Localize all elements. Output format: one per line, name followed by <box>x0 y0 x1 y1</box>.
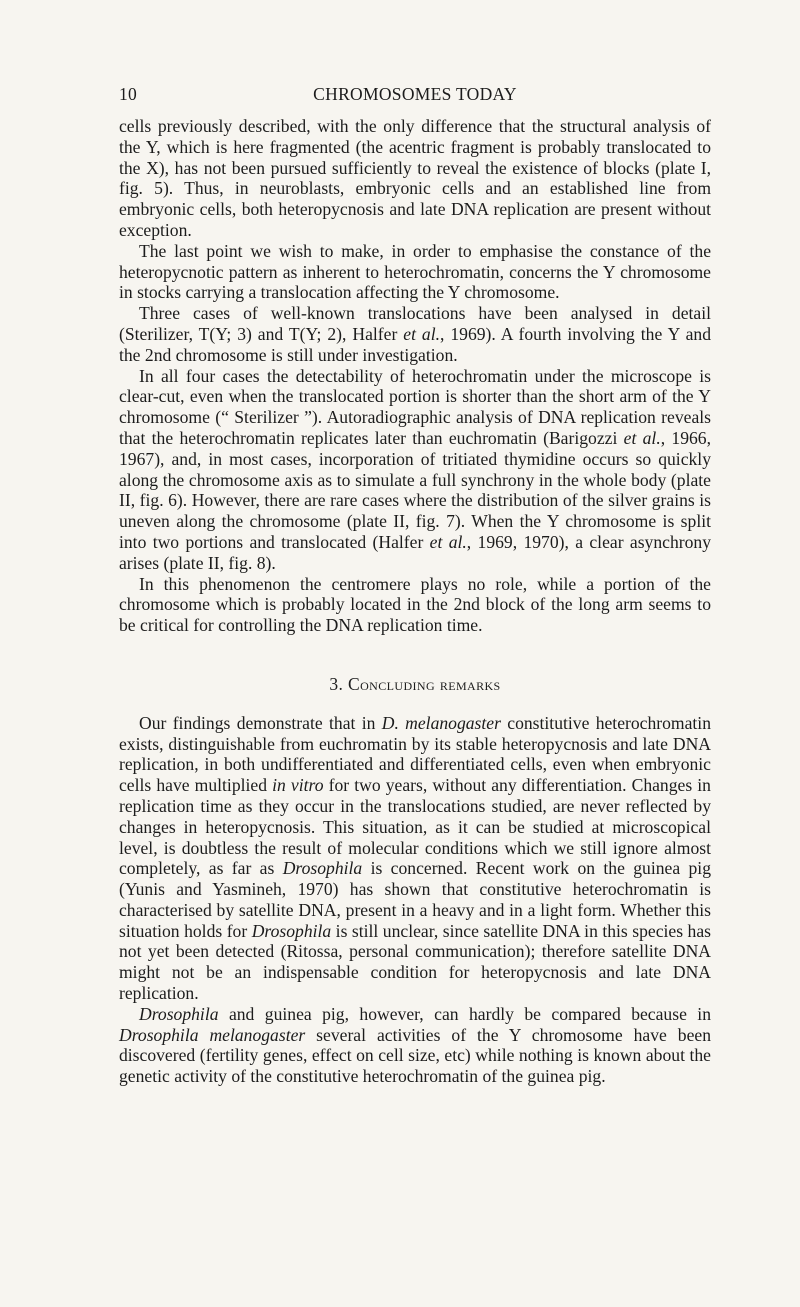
paragraph: The last point we wish to make, in order to emphasise the constance of the heteropycnotic pattern as inherent to heterochromatin, concerns the Y chromosome in stocks carrying a translocation affecting the Y chromosome. <box>119 240 711 303</box>
running-head <box>119 84 711 108</box>
paragraph: cells previously described, with the only difference that the structural analysis of the Y, which is here fragmented (the acentric fragment is probably translocated to the X), has not been pursued sufficiently to reveal the existence of blocks (plate I, fig. 5). Thus, in neuroblasts, embryonic cells and an established line from embryonic cells, both heteropycnosis and late DNA replication are present without exception. <box>119 116 711 240</box>
body-text <box>119 116 711 1087</box>
paragraph: Our findings demonstrate that in D. melanogaster constitutive heterochromatin exists, distinguishable from euchromatin by its stable heteropycnosis and late DNA replication, in both undifferentiated and differentiated cells, even when embryonic cells have multiplied in vitro for two years, without any differentiation. Changes in replication time as they occur in the translocations studied, are never reflected by changes in heteropycnosis. This situation, as it can be studied at microscopical level, is doubtless the result of molecular conditions which we still ignore almost completely, as far as Drosophila is concerned. Recent work on the guinea pig (Yunis and Yasmineh, 1970) has shown that constitutive heterochromatin is characterised by satellite DNA, present in a heavy and in a light form. Whether this situation holds for Drosophila is still unclear, since satellite DNA in this species has not yet been detected (Ritossa, personal communication); therefore satellite DNA might not be an indispensable condition for heteropycnosis and late DNA replication. <box>119 712 711 1004</box>
paragraph: In all four cases the detectability of heterochromatin under the microscope is clear-cut, even when the translocated portion is shorter than the short arm of the Y chromosome (“ Sterilizer ”). Autoradiographic analysis of DNA replication reveals that the heterochromatin replicates later than euchromatin (Barigozzi et al., 1966, 1967), and, in most cases, incorporation of tritiated thymidine occurs so quickly along the chromosome axis as to simulate a full synchrony in the whole body (plate II, fig. 6). However, there are rare cases where the distribution of the silver grains is uneven along the chromosome (plate II, fig. 7). When the Y chromosome is split into two portions and translocated (Halfer et al., 1969, 1970), a clear asynchrony arises (plate II, fig. 8). <box>119 365 711 573</box>
paragraph: Drosophila and guinea pig, however, can hardly be compared because in Drosophila melanogaster several activities of the Y chromosome have been discovered (fertility genes, effect on cell size, etc) while nothing is known about the genetic activity of the constitutive heterochromatin of the guinea pig. <box>119 1003 711 1087</box>
running-title: CHROMOSOMES TODAY <box>313 84 517 104</box>
page-number: 10 <box>119 84 138 104</box>
section-heading: 3. Concluding remarks <box>329 673 501 694</box>
paragraph: In this phenomenon the centromere plays no role, while a portion of the chromosome which is probably located in the 2nd block of the long arm seems to be critical for controlling the DNA replication time. <box>119 573 711 636</box>
paragraph: Three cases of well-known translocations have been analysed in detail (Sterilizer, T(Y; 3) and T(Y; 2), Halfer et al., 1969). A fourth involving the Y and the 2nd chromosome is still under investigation. <box>119 303 711 365</box>
